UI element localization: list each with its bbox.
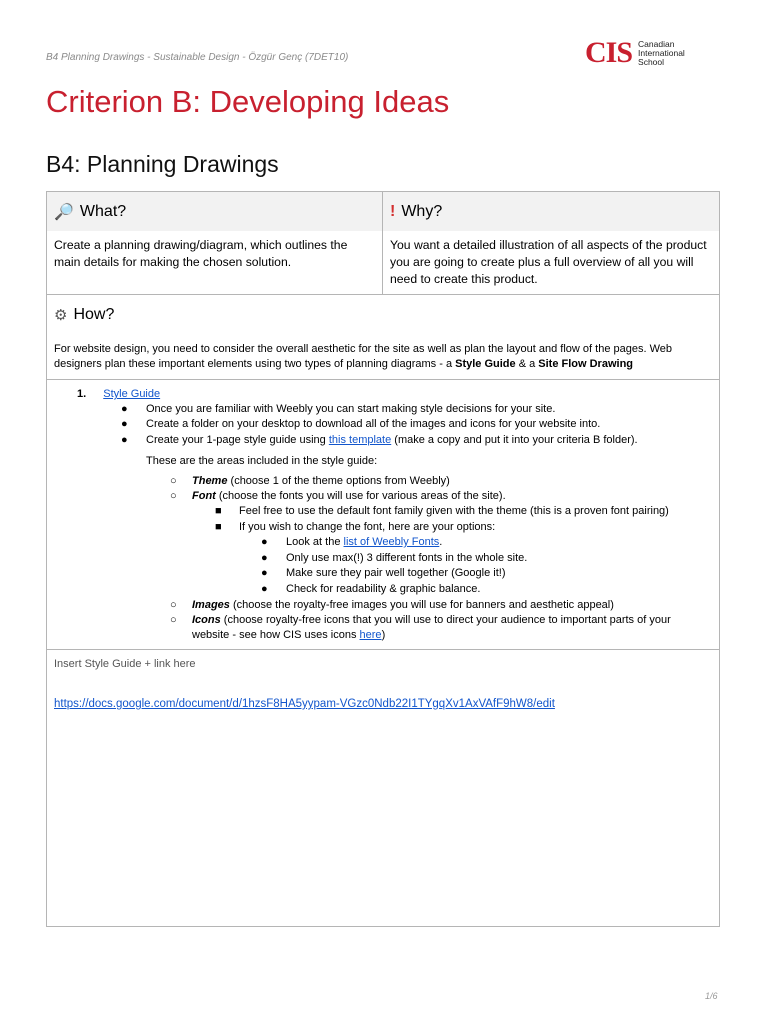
areas-intro: These are the areas included in the style guide: (146, 455, 378, 467)
how-heading: How? (73, 305, 115, 323)
area-font: ○ Font (choose the fonts you will use for various areas of the site). (170, 490, 506, 502)
font-sub-1-suffix: . (439, 536, 443, 548)
bullet-3: ● Create your 1-page style guide using this template (make a copy and put it into your criteria B folder). (121, 434, 638, 446)
logo-words (638, 40, 685, 67)
icons-text-2: website - see how CIS uses icons (192, 629, 360, 641)
why-heading: Why? (401, 202, 443, 220)
font-sub-3: ● Make sure they pair well together (Google it!) (261, 567, 506, 579)
images-text: (choose the royalty-free images you will use for banners and aesthetic appeal) (229, 599, 614, 611)
font-label: Font (192, 490, 216, 502)
bullet-1-text: Once you are familiar with Weebly you can start making style decisions for your site. (146, 403, 556, 415)
theme-text: (choose 1 of the theme options from Weebly) (227, 475, 450, 487)
how-cell (46, 294, 720, 380)
icons-text-2-suffix: ) (381, 629, 386, 641)
bullet-1: ● Once you are familiar with Weebly you can start making style decisions for your site. (121, 403, 556, 415)
icons-label: Icons (192, 614, 221, 626)
steps-cell (46, 379, 720, 650)
how-body-text: For website design, you need to consider the overall aesthetic for the site as well as plan the layout and flow of the pages. Web designers plan these important elements using two types of planning diagrams - a (54, 343, 672, 370)
gear-icon: ⚙ (54, 306, 68, 324)
page-number: 1/6 (705, 991, 718, 1001)
how-body (47, 334, 719, 372)
what-heading: What? (79, 202, 127, 220)
font-sub-3-text: Make sure they pair well together (Google it!) (286, 567, 506, 579)
what-header (47, 192, 382, 231)
logo-line-3: School (638, 56, 665, 67)
cis-logo (585, 38, 685, 68)
insert-cell (46, 649, 720, 927)
template-link[interactable]: this template (328, 434, 392, 446)
font-sub-4-text: Check for readability & graphic balance. (286, 583, 481, 595)
font-option-2-text: If you wish to change the font, here are your options: (239, 521, 496, 533)
how-mid-text: & a (515, 358, 539, 370)
step-number: 1. (77, 388, 87, 400)
area-icons-line-2 (192, 628, 385, 642)
bullet-2-text: Create a folder on your desktop to download all of the images and icons for your website into. (146, 418, 601, 430)
how-header (47, 295, 719, 334)
font-text: (choose the fonts you will use for various areas of the site). (215, 490, 506, 502)
icons-text: (choose royalty-free icons that you will use to direct your audience to important parts of your (220, 614, 671, 626)
font-option-2: ■ If you wish to change the font, here are your options: (215, 521, 496, 533)
section-subtitle: B4: Planning Drawings (46, 151, 279, 177)
font-sub-1: ● Look at the list of Weebly Fonts. (261, 536, 443, 548)
weebly-fonts-link[interactable]: list of Weebly Fonts (343, 536, 440, 548)
what-cell (47, 192, 383, 294)
how-site-flow-bold: Site Flow Drawing (538, 358, 634, 370)
why-header (383, 192, 719, 231)
theme-label: Theme (192, 475, 228, 487)
why-body: You want a detailed illustration of all aspects of the product you are going to create plus a full overview of all you will need to create this product. (390, 238, 707, 286)
step-item-1 (77, 387, 160, 401)
how-style-guide-bold: Style Guide (455, 358, 516, 370)
font-sub-2-text: Only use max(!) 3 different fonts in the whole site. (286, 552, 528, 564)
style-guide-url-link[interactable]: https://docs.google.com/document/d/1hzsF8HA5yypam-VGzc0Ndb22I1TYgqXv1AxVAfF9hW8/edit (54, 698, 555, 710)
images-label: Images (192, 599, 230, 611)
bullet-3-suffix: (make a copy and put it into your criteria B folder). (391, 434, 638, 446)
page-title: Criterion B: Developing Ideas (46, 84, 450, 119)
font-sub-2: ● Only use max(!) 3 different fonts in the whole site. (261, 552, 528, 564)
document-header: B4 Planning Drawings - Sustainable Design - Özgür Genç (7DET10) (46, 52, 349, 63)
style-guide-link[interactable]: Style Guide (103, 388, 161, 400)
insert-label: Insert Style Guide + link here (54, 658, 196, 670)
exclamation-icon: ! (390, 202, 396, 220)
area-icons: ○ Icons (choose royalty-free icons that you will use to direct your audience to important parts of your (170, 614, 671, 626)
area-images: ○ Images (choose the royalty-free images you will use for banners and aesthetic appeal) (170, 599, 614, 611)
what-why-table (46, 191, 720, 295)
icons-here-link[interactable]: here (359, 629, 382, 641)
font-sub-4: ● Check for readability & graphic balance. (261, 583, 481, 595)
why-cell (383, 192, 719, 294)
bullet-2: ● Create a folder on your desktop to download all of the images and icons for your website into. (121, 418, 601, 430)
logo-mark: CIS (585, 36, 633, 69)
font-option-1: ■ Feel free to use the default font family given with the theme (this is a proven font pairing) (215, 505, 669, 517)
area-theme: ○ Theme (choose 1 of the theme options from Weebly) (170, 475, 450, 487)
font-option-1-text: Feel free to use the default font family given with the theme (this is a proven font pairing) (239, 505, 669, 517)
magnifying-glass-icon: 🔎 (54, 203, 74, 221)
what-body: Create a planning drawing/diagram, which outlines the main details for making the chosen solution. (54, 238, 348, 269)
font-sub-1-text: Look at the (286, 536, 344, 548)
logo-line-2: International (638, 47, 685, 58)
logo-line-1: Canadian (638, 38, 675, 49)
bullet-3-text: Create your 1-page style guide using (146, 434, 329, 446)
